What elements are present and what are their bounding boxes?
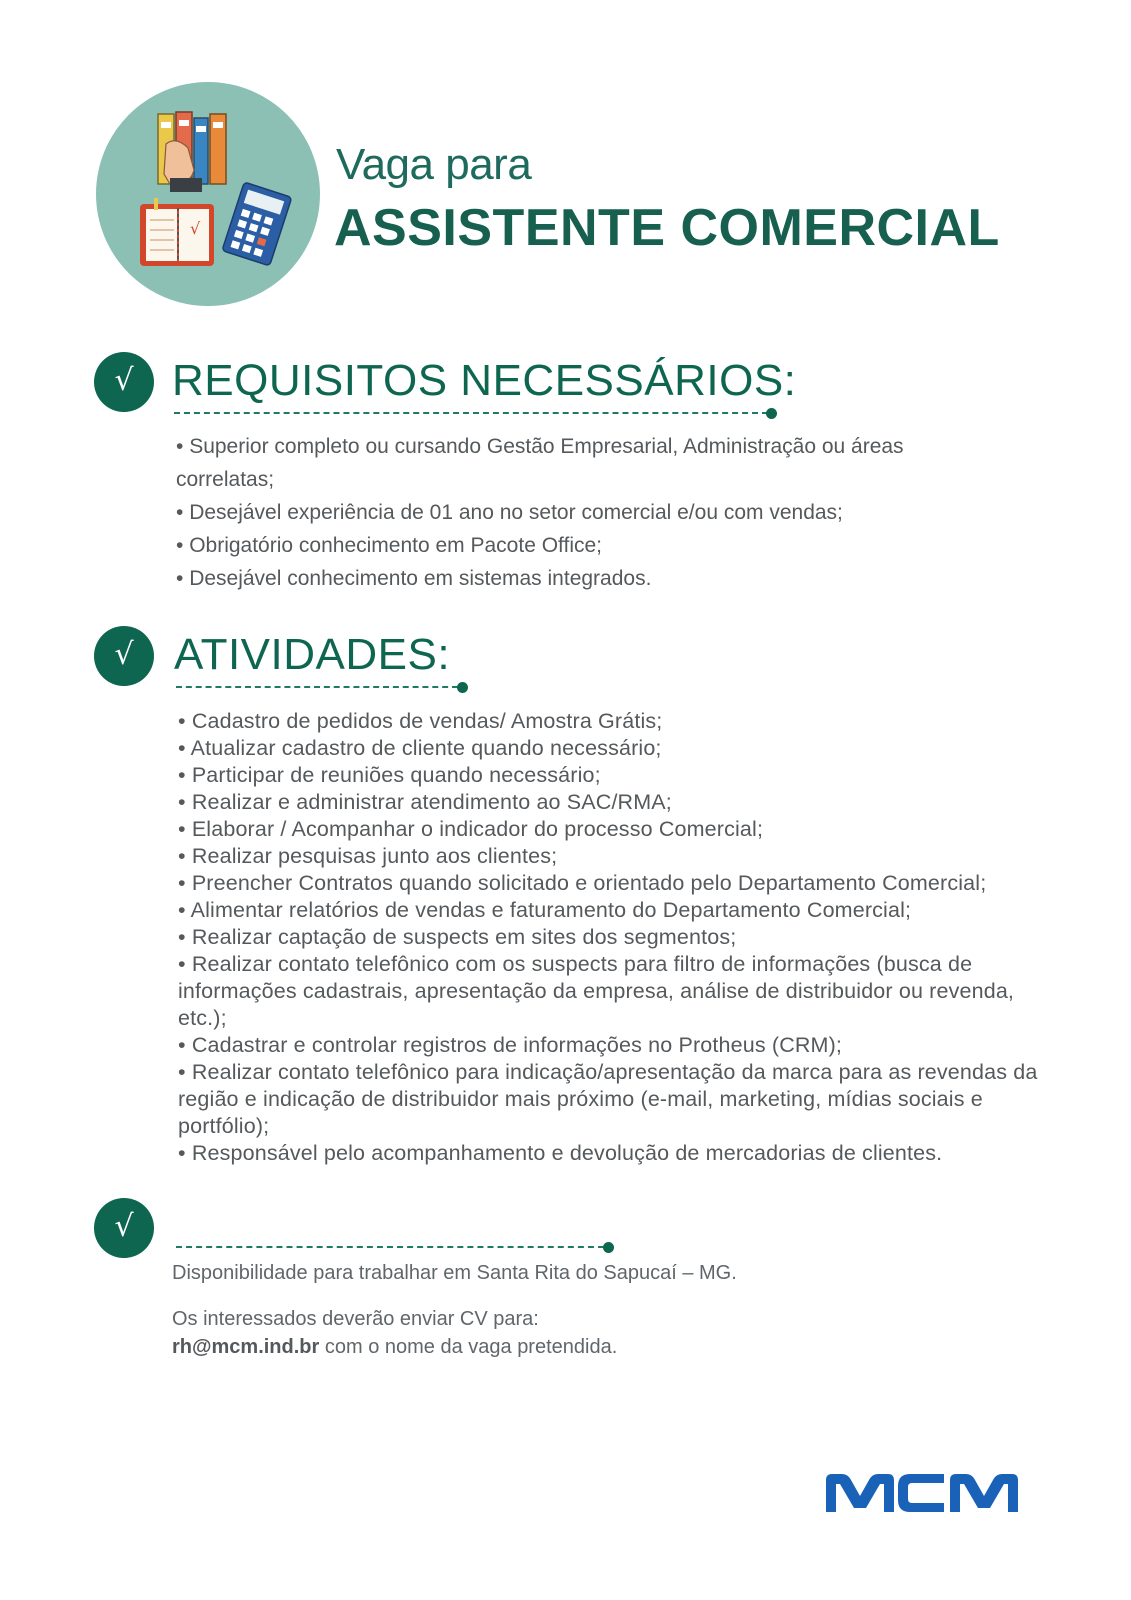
requisitos-divider xyxy=(174,412,768,414)
list-item: • Alimentar relatórios de vendas e faturamento do Departamento Comercial; xyxy=(178,897,1053,924)
atividades-list xyxy=(178,708,1053,1167)
list-item: • Cadastro de pedidos de vendas/ Amostra Grátis; xyxy=(178,708,1053,735)
svg-text:√: √ xyxy=(190,219,201,238)
list-item: • Realizar contato telefônico com os suspects para filtro de informações (busca de informações cadastrais, apresentação da empresa, análise de distribuidor ou revenda, etc.); xyxy=(178,951,1053,1032)
atividades-title: ATIVIDADES: xyxy=(174,630,451,679)
list-item: • Realizar pesquisas junto aos clientes; xyxy=(178,843,1053,870)
requisitos-title: REQUISITOS NECESSÁRIOS: xyxy=(172,356,797,405)
mcm-logo xyxy=(826,1472,1028,1514)
requisitos-divider-dot xyxy=(766,408,777,419)
list-item: • Desejável conhecimento em sistemas integrados. xyxy=(176,562,1006,595)
extra-divider xyxy=(176,1246,604,1248)
list-item: • Participar de reuniões quando necessário; xyxy=(178,762,1053,789)
requisitos-list xyxy=(176,430,1006,595)
list-item: • Responsável pelo acompanhamento e devolução de mercadorias de clientes. xyxy=(178,1140,1053,1167)
atividades-divider xyxy=(176,686,458,688)
send-cv-suffix: com o nome da vaga pretendida. xyxy=(319,1336,618,1358)
list-item: • Realizar contato telefônico para indicação/apresentação da marca para as revendas da região e indicação de distribuidor mais próximo (e-mail, marketing, mídias sociais e portfólio); xyxy=(178,1059,1053,1140)
list-item: • Superior completo ou cursando Gestão Empresarial, Administração ou áreas correlatas; xyxy=(176,430,1006,496)
hero-circle xyxy=(96,82,320,306)
extra-divider-dot xyxy=(603,1242,614,1253)
availability-text: Disponibilidade para trabalhar em Santa Rita do Sapucaí – MG. xyxy=(172,1262,737,1284)
check-icon: √ xyxy=(94,626,154,686)
list-item: • Elaborar / Acompanhar o indicador do processo Comercial; xyxy=(178,816,1053,843)
mcm-logo-graphic xyxy=(826,1472,1028,1514)
list-item: • Atualizar cadastro de cliente quando necessário; xyxy=(178,735,1053,762)
list-item: • Realizar e administrar atendimento ao SAC/RMA; xyxy=(178,789,1053,816)
job-title: ASSISTENTE COMERCIAL xyxy=(334,199,1000,257)
office-binders-planner-calculator-icon xyxy=(96,82,320,306)
title-intro: Vaga para xyxy=(336,140,532,189)
list-item: • Desejável experiência de 01 ano no setor comercial e/ou com vendas; xyxy=(176,496,1006,529)
list-item: • Obrigatório conhecimento em Pacote Office; xyxy=(176,529,1006,562)
email-link[interactable]: rh@mcm.ind.br xyxy=(172,1336,320,1358)
list-item: • Preencher Contratos quando solicitado e orientado pelo Departamento Comercial; xyxy=(178,870,1053,897)
list-item: • Realizar captação de suspects em sites dos segmentos; xyxy=(178,924,1053,951)
send-cv-intro: Os interessados deverão enviar CV para: xyxy=(172,1308,539,1330)
check-icon: √ xyxy=(94,1198,154,1258)
list-item: • Cadastrar e controlar registros de informações no Protheus (CRM); xyxy=(178,1032,1053,1059)
check-icon: √ xyxy=(94,352,154,412)
send-cv-line xyxy=(172,1336,617,1359)
atividades-divider-dot xyxy=(457,682,468,693)
